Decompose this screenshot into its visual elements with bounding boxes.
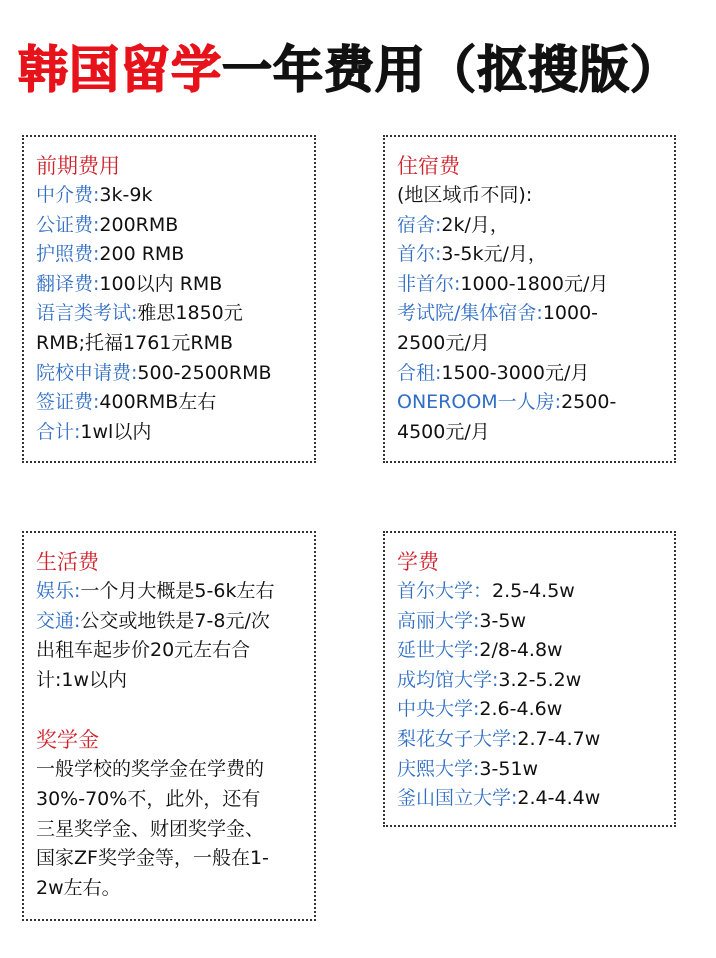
scholarship-heading: 奖学金 xyxy=(36,728,99,753)
section-spacer xyxy=(36,695,314,725)
scholarship-line: 一般学校的奖学金在学费的 xyxy=(36,758,265,781)
list-item: 合租:1500-3000元/月 xyxy=(397,361,590,384)
list-item: (地区域币不同): xyxy=(397,184,533,206)
list-item: 娱乐:一个月大概是5-6k左右 xyxy=(36,580,275,602)
list-item: ONEROOM一人房:2500- xyxy=(397,391,617,414)
list-item: 梨花女子大学:2.7-4.7w xyxy=(397,727,601,750)
list-item: 签证费:400RMB左右 xyxy=(36,391,217,414)
list-item: 院校申请费:500-2500RMB xyxy=(36,361,272,384)
scholarship-line: 30%-70%不，此外，还有 xyxy=(36,787,261,810)
scholarship-line: 2w左右。 xyxy=(36,876,121,899)
housing-fees-card xyxy=(383,135,676,463)
list-item: 中央大学:2.6-4.6w xyxy=(397,698,563,721)
list-item: 语言类考试:雅思1850元 xyxy=(36,302,243,325)
list-item: 首尔大学：2.5-4.5w xyxy=(397,580,575,602)
page-title xyxy=(18,38,708,102)
list-item: 合计:1wl以内 xyxy=(36,420,152,443)
list-item: 庆熙大学:3-51w xyxy=(397,757,539,780)
tuition-fees-card xyxy=(383,531,676,827)
list-item: 出租车起步价20元左右合 xyxy=(36,639,251,662)
card-heading: 住宿费 xyxy=(397,154,460,178)
title-highlight: 韩国留学 xyxy=(18,41,222,99)
list-item: 2500元/月 xyxy=(397,331,490,354)
list-item: 非首尔:1000-1800元/月 xyxy=(397,272,609,295)
scholarship-line: 三星奖学金、财团奖学金、 xyxy=(36,817,265,840)
list-item: 中介费:3k-9k xyxy=(36,184,153,206)
title-rest: 一年费用（抠搜版） xyxy=(222,41,681,99)
list-item: RMB;托福1761元RMB xyxy=(36,331,234,354)
list-item: 护照费:200 RMB xyxy=(36,243,185,266)
list-item: 釜山国立大学:2.4-4.4w xyxy=(397,787,601,810)
list-item: 公证费:200RMB xyxy=(36,213,179,236)
list-item: 交通:公交或地铁是7-8元/次 xyxy=(36,609,270,632)
list-item: 首尔:3-5k元/月， xyxy=(397,243,547,266)
list-item: 考试院/集体宿舍:1000- xyxy=(397,302,599,325)
card-heading: 学费 xyxy=(397,550,439,574)
list-item: 高丽大学:3-5w xyxy=(397,609,526,632)
living-costs-card xyxy=(22,531,316,921)
list-item: 成均馆大学:3.2-5.2w xyxy=(397,668,582,691)
card-heading: 生活费 xyxy=(36,550,99,574)
list-item: 计:1w以内 xyxy=(36,668,128,691)
prelim-fees-card xyxy=(22,135,316,463)
list-item: 翻译费:100以内 RMB xyxy=(36,272,223,295)
list-item: 宿舍:2k/月， xyxy=(397,213,509,236)
scholarship-line: 国家ZF奖学金等，一般在1- xyxy=(36,847,269,870)
list-item: 4500元/月 xyxy=(397,420,490,443)
list-item: 延世大学:2/8-4.8w xyxy=(397,639,563,662)
card-heading: 前期费用 xyxy=(36,154,120,178)
